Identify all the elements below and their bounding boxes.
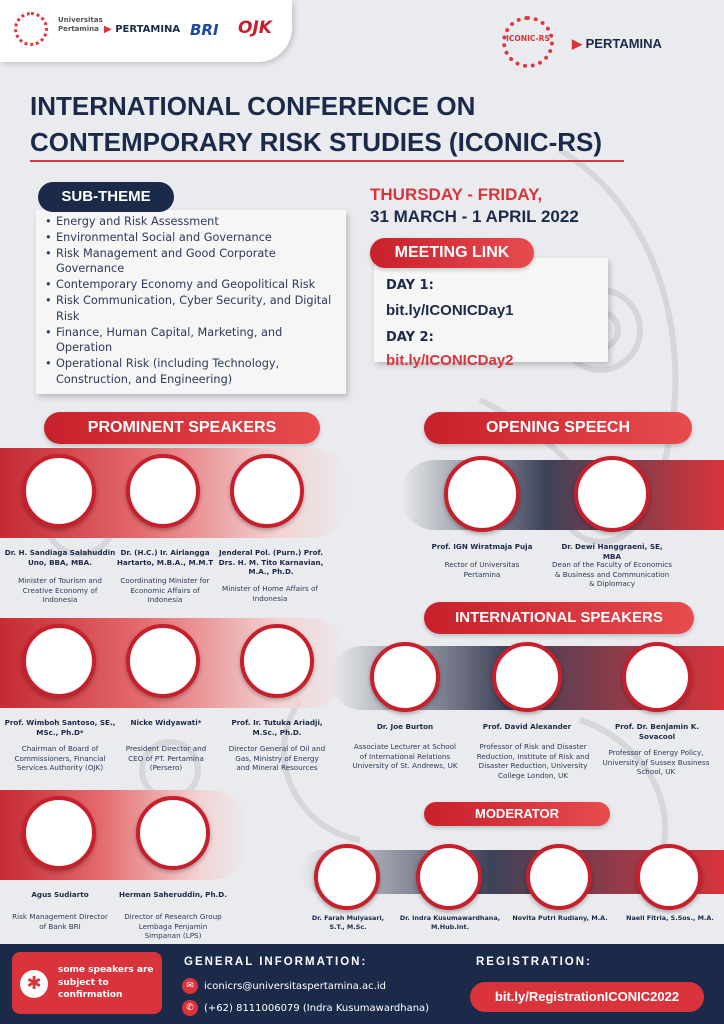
opening-speech-heading: OPENING SPEECH [424, 412, 692, 444]
speaker-role: Minister of Tourism and Creative Economy of Indonesia [18, 576, 102, 604]
confirmation-note [12, 952, 162, 1014]
day1-label: DAY 1: [386, 278, 434, 293]
moderator-name: Naeli Fitria, S.Sos., M.A. [626, 914, 714, 922]
speaker-name: Prof. Dr. Benjamin K. Sovacool [614, 722, 700, 741]
meeting-link-label: MEETING LINK [370, 238, 534, 268]
speaker-name: Dr. H. Sandiaga Salahuddin Uno, BBA, MBA. [4, 548, 116, 567]
phone-row [182, 1000, 429, 1016]
universitas-pertamina-logo: Universitas Pertamina [58, 16, 103, 33]
moderator-photo-novita [526, 844, 592, 910]
speaker-name: Dr. (H.C.) Ir. Airlangga Hartarto, M.B.A., M.M.T [116, 548, 214, 567]
partner-logo-strip [0, 0, 292, 62]
event-date [370, 184, 579, 228]
speaker-name: Prof. Wimboh Santoso, SE., MSc., Ph.D* [4, 718, 116, 737]
email-row [182, 978, 386, 994]
subtheme-item: • Energy and Risk Assessment [42, 214, 340, 230]
speaker-role: Rector of Universitas Pertamina [444, 560, 520, 579]
speaker-photo-tutuka [240, 624, 314, 698]
subtheme-label: SUB-THEME [38, 182, 174, 212]
asterisk-icon: ✱ [20, 970, 48, 998]
speaker-role: Professor of Energy Policy, University of Sussex Business School, UK [602, 748, 710, 776]
date-range: 31 MARCH - 1 APRIL 2022 [370, 207, 579, 226]
speaker-photo-wimboh [22, 624, 96, 698]
registration-link-button[interactable]: bit.ly/RegistrationICONIC2022 [470, 982, 704, 1012]
subtheme-item: • Operational Risk (including Technology, Construction, and Engineering) [42, 356, 340, 388]
speaker-role: President Director and CEO of PT. Pertamina (Persero) [125, 744, 207, 772]
bri-logo: BRI [190, 21, 219, 39]
pertamina-logo: ▶ PERTAMINA [104, 24, 181, 35]
speaker-name: Nicke Widyawati* [130, 718, 202, 727]
speaker-photo-dewi [574, 456, 650, 532]
moderator-photo-naeli [636, 844, 702, 910]
subtheme-list [36, 210, 346, 388]
page-title [30, 88, 650, 160]
speaker-photo-sandiaga [22, 454, 96, 528]
speaker-name: Prof. David Alexander [482, 722, 572, 731]
universitas-pertamina-emblem [14, 12, 48, 46]
speaker-role: Professor of Risk and Disaster Reduction, Institute of Risk and Disaster Reduction, University College London, UK [476, 742, 590, 780]
speaker-role: Associate Lecturer at School of International Relations University of St. Andrews, UK [352, 742, 458, 770]
subtheme-item: • Finance, Human Capital, Marketing, and Operation [42, 325, 340, 357]
speaker-photo-sovacool [622, 642, 692, 712]
confirmation-note-text: some speakers are subject to confirmation [58, 965, 154, 1000]
speaker-photo-nicke [126, 624, 200, 698]
moderator-name: Novita Putri Rudiany, M.A. [512, 914, 608, 922]
title-line-2: CONTEMPORARY RISK STUDIES (ICONIC-RS) [30, 127, 603, 157]
moderator-name: Dr. Indra Kusumawardhana, M.Hub.Int. [399, 914, 501, 931]
date-days: THURSDAY - FRIDAY, [370, 185, 543, 204]
ojk-logo: OJK [238, 18, 272, 38]
mail-icon: ✉ [182, 978, 198, 994]
pertamina-logo-right: ▶ PERTAMINA [572, 36, 662, 51]
speaker-role: Risk Management Director of Bank BRI [12, 912, 108, 931]
speaker-role: Minister of Home Affairs of Indonesia [222, 584, 318, 603]
speaker-name: Jenderal Pol. (Purn.) Prof. Drs. H. M. Tito Karnavian, M.A., Ph.D. [218, 548, 324, 576]
speaker-name: Agus Sudiarto [31, 890, 89, 899]
email-link[interactable]: iconicrs@universitaspertamina.ac.id [204, 981, 386, 992]
speaker-photo-herman [136, 796, 210, 870]
speaker-role: Director General of Oil and Gas, Ministry of Energy and Mineral Resources [228, 744, 326, 772]
subtheme-item: • Risk Communication, Cyber Security, and Digital Risk [42, 293, 340, 325]
speaker-role: Director of Research Group Lembaga Penjamin Simpanan (LPS) [124, 912, 222, 940]
moderator-photo-farah [314, 844, 380, 910]
day1-link[interactable]: bit.ly/ICONICDay1 [386, 302, 514, 319]
speaker-name: Prof. Ir. Tutuka Ariadji, M.Sc., Ph.D. [231, 718, 323, 737]
speaker-name: Herman Saheruddin, Ph.D. [119, 890, 227, 899]
speaker-photo-alexander [492, 642, 562, 712]
subtheme-item: • Contemporary Economy and Geopolitical Risk [42, 277, 340, 293]
subtheme-box [36, 210, 346, 394]
meeting-link-box [374, 258, 608, 369]
speaker-role: Chairman of Board of Commissioners, Financial Services Authority (OJK) [14, 744, 106, 772]
speaker-photo-wiratmaja [444, 456, 520, 532]
speaker-photo-airlangga [126, 454, 200, 528]
subtheme-item: • Environmental Social and Governance [42, 230, 340, 246]
iconic-rs-logo: ICONIC-RS [502, 16, 554, 68]
prominent-speakers-heading: PROMINENT SPEAKERS [44, 412, 320, 444]
day2-link[interactable]: bit.ly/ICONICDay2 [386, 352, 514, 369]
phone-number: (+62) 8111006079 (Indra Kusumawardhana) [204, 1003, 430, 1014]
speaker-role: Dean of the Faculty of Economics & Business and Communication & Diplomacy [552, 560, 672, 588]
moderator-heading: MODERATOR [424, 802, 610, 826]
speaker-photo-agus [22, 796, 96, 870]
subtheme-item: • Risk Management and Good Corporate Governance [42, 246, 340, 278]
title-line-1: INTERNATIONAL CONFERENCE ON [30, 91, 476, 121]
international-speakers-heading: INTERNATIONAL SPEAKERS [424, 602, 694, 634]
speaker-photo-tito [230, 454, 304, 528]
speaker-photo-burton [370, 642, 440, 712]
day2-label: DAY 2: [386, 330, 434, 345]
whatsapp-icon: ✆ [182, 1000, 198, 1016]
general-information-heading: GENERAL INFORMATION: [184, 956, 368, 968]
speaker-name: Dr. Dewi Hanggraeni, SE, MBA [561, 542, 663, 561]
speaker-name: Dr. Joe Burton [376, 722, 434, 731]
moderator-photo-indra [416, 844, 482, 910]
speaker-name: Prof. IGN Wiratmaja Puja [431, 542, 533, 551]
registration-heading: REGISTRATION: [476, 956, 592, 968]
speaker-role: Coordinating Minister for Economic Affairs of Indonesia [120, 576, 210, 604]
title-divider [30, 160, 624, 162]
moderator-name: Dr. Farah Mulyasari, S.T., M.Sc. [311, 914, 385, 931]
